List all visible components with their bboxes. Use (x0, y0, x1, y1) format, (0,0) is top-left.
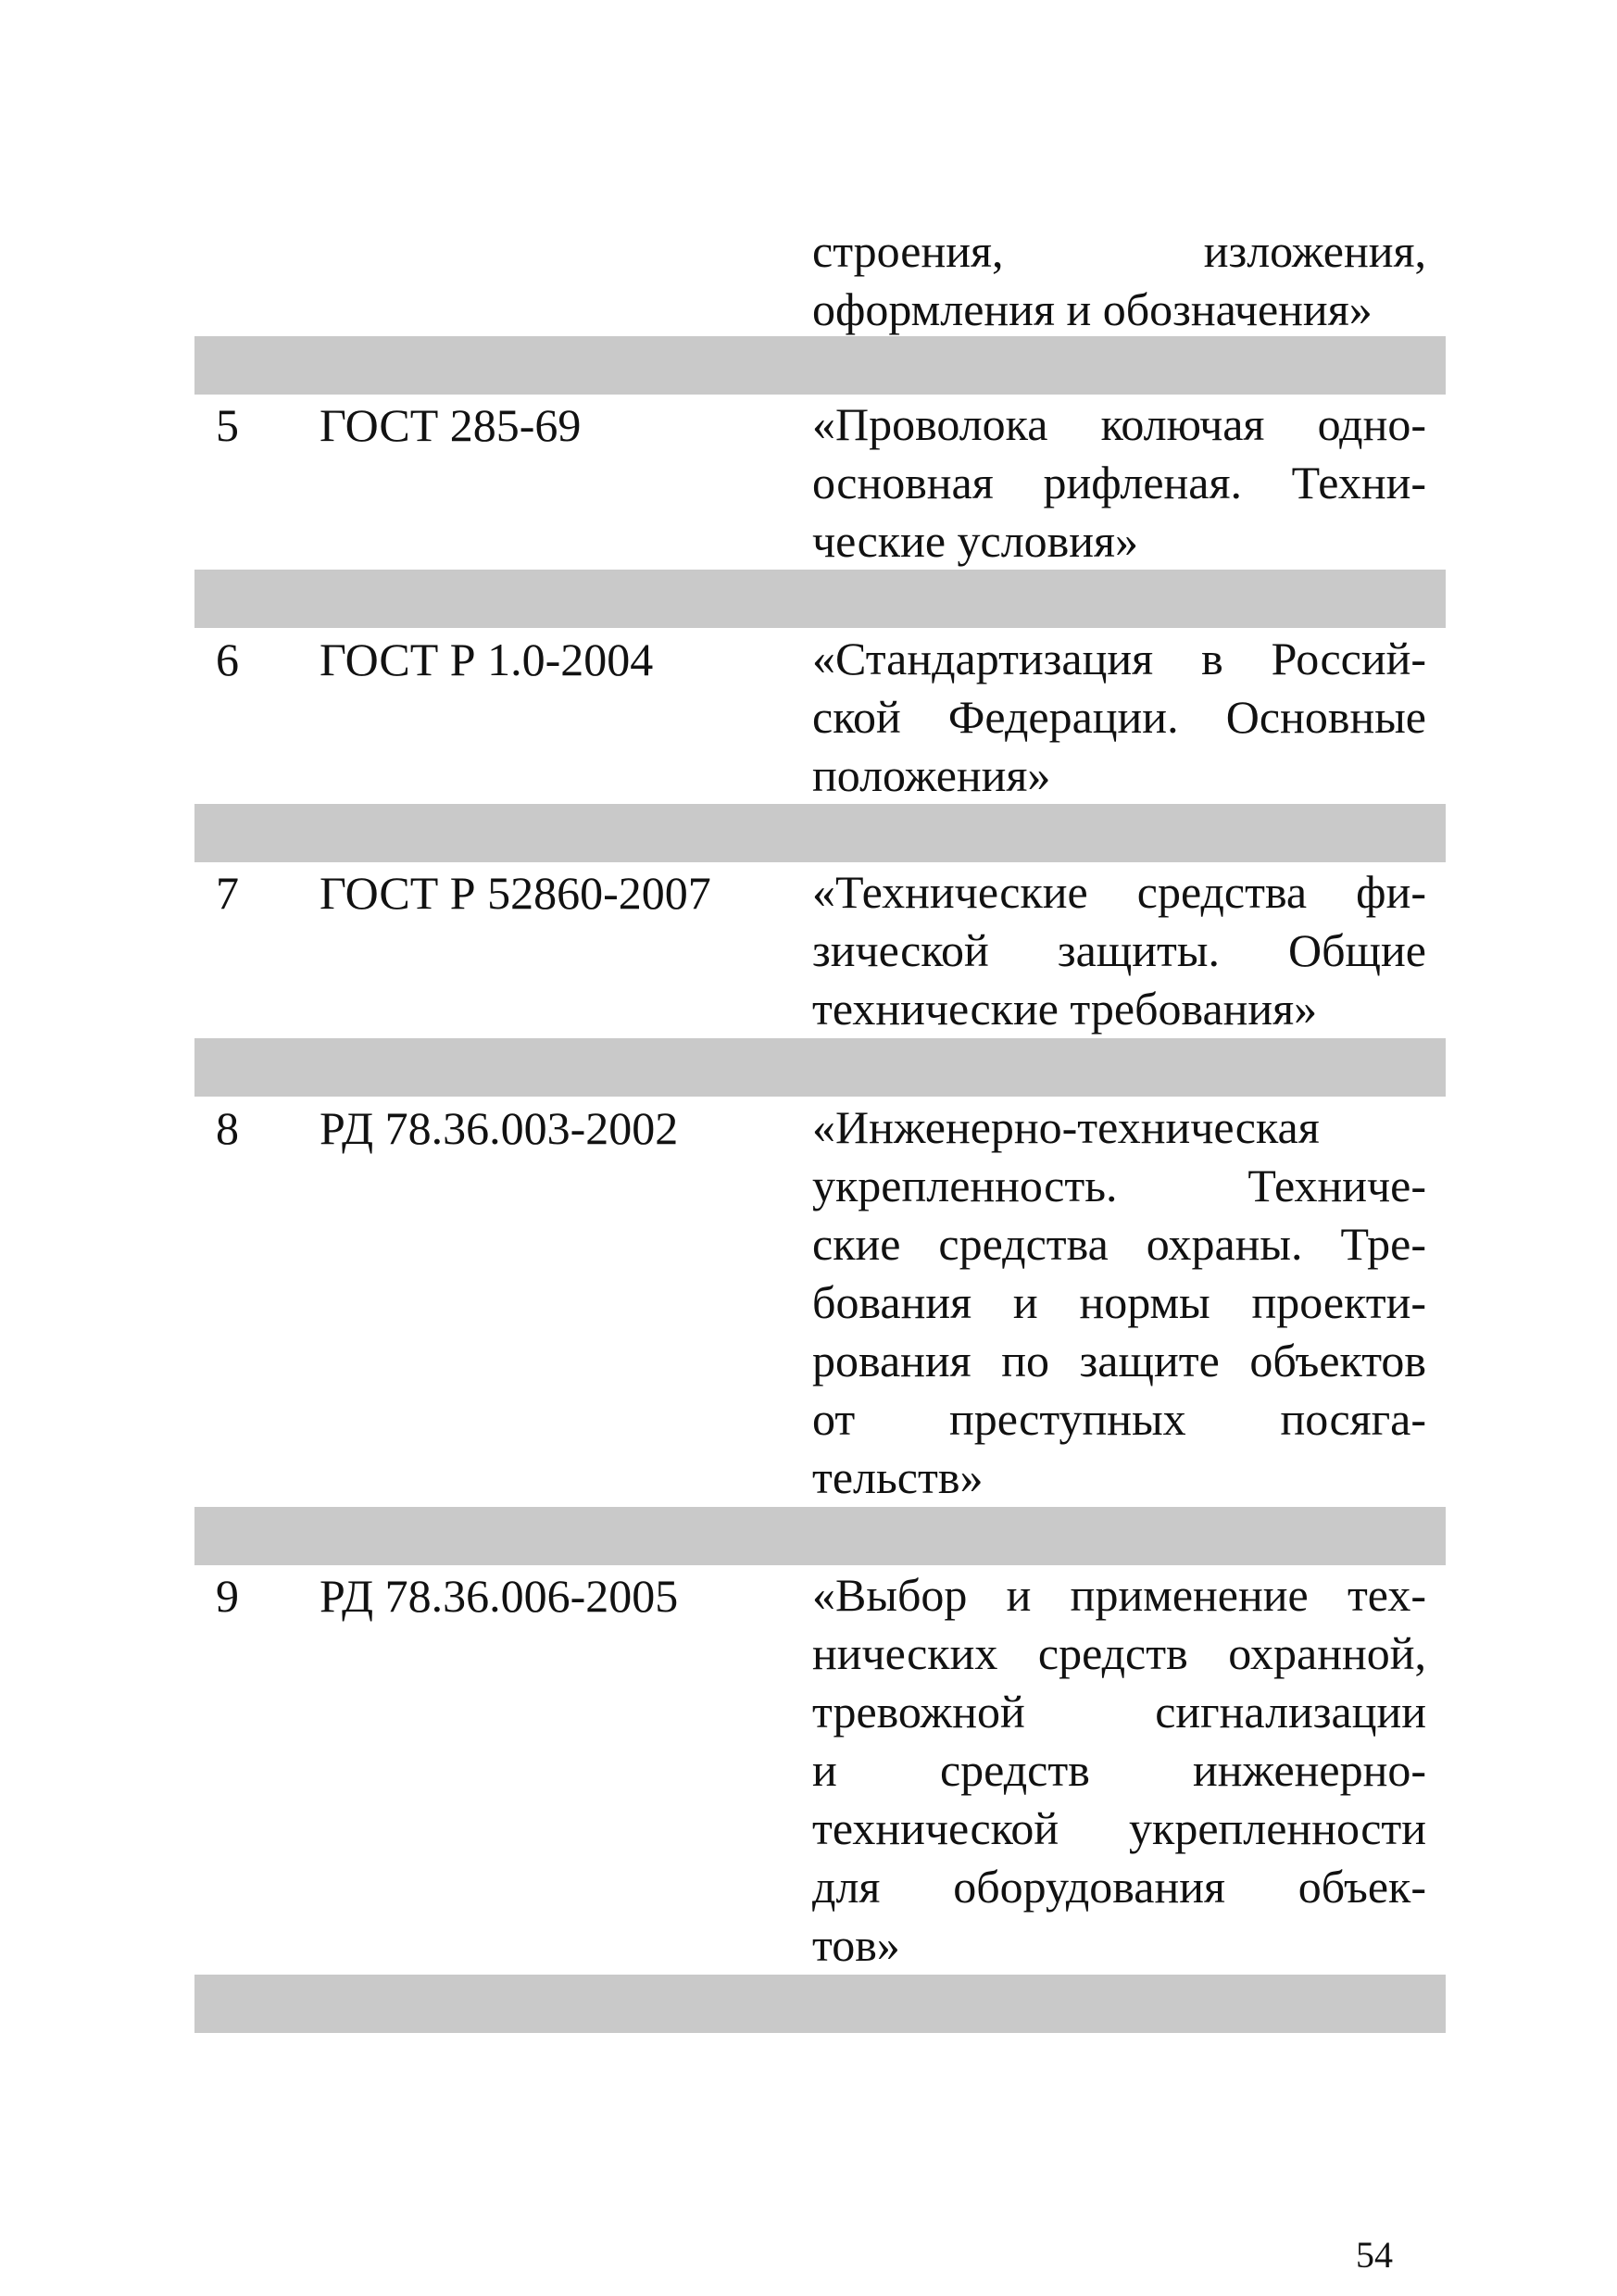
description-line: оформления и обозначения» (812, 283, 1373, 335)
description-line: «Инженерно-техническая (812, 1101, 1320, 1153)
description-line: основная рифленая. Техни- (812, 457, 1426, 508)
description-line: ской Федерации. Основные (812, 691, 1426, 743)
description-line: от преступных посяга- (812, 1393, 1426, 1445)
row-description (812, 222, 1426, 339)
separator-band (194, 1507, 1446, 1565)
row-description (812, 1098, 1426, 1507)
description-line: тревожной сигнализации (812, 1686, 1426, 1738)
description-line: технические требования» (812, 983, 1318, 1035)
description-line: нических средств охранной, (812, 1627, 1426, 1679)
row-number: 9 (216, 1570, 239, 1622)
row-document-code: ГОСТ Р 1.0-2004 (320, 634, 654, 685)
description-line: зической защиты. Общие (812, 924, 1426, 976)
description-line: «Стандартизация в Россий- (812, 633, 1426, 684)
separator-band (194, 336, 1446, 395)
separator-band (194, 570, 1446, 628)
description-line: для оборудования объек- (812, 1861, 1426, 1913)
row-description (812, 395, 1426, 571)
row-number: 6 (216, 634, 239, 685)
description-line: ческие условия» (812, 515, 1139, 567)
description-line: «Проволока колючая одно- (812, 398, 1426, 450)
separator-band (194, 804, 1446, 862)
description-line: тельств» (812, 1451, 984, 1503)
separator-band (194, 1038, 1446, 1097)
description-line: «Технические средства фи- (812, 866, 1426, 918)
description-line: положения» (812, 749, 1051, 801)
row-description (812, 863, 1426, 1038)
separator-band (194, 1975, 1446, 2033)
row-document-code: ГОСТ 285-69 (320, 399, 582, 451)
row-number: 7 (216, 867, 239, 919)
row-document-code: РД 78.36.003-2002 (320, 1102, 679, 1154)
description-line: бования и нормы проекти- (812, 1276, 1426, 1328)
row-document-code: РД 78.36.006-2005 (320, 1570, 679, 1622)
row-document-code: ГОСТ Р 52860-2007 (320, 867, 711, 919)
description-line: «Выбор и применение тех- (812, 1569, 1426, 1621)
description-line: укрепленность. Техниче- (812, 1160, 1426, 1211)
description-line: строения, изложения, (812, 225, 1426, 277)
page-number: 54 (1356, 2234, 1393, 2276)
row-number: 5 (216, 399, 239, 451)
row-number: 8 (216, 1102, 239, 1154)
description-line: ские средства охраны. Тре- (812, 1218, 1426, 1270)
description-line: рования по защите объектов (812, 1335, 1426, 1386)
row-description (812, 630, 1426, 805)
description-line: тов» (812, 1919, 900, 1971)
description-line: и средств инженерно- (812, 1744, 1426, 1796)
description-line: технической укрепленности (812, 1802, 1426, 1854)
row-description (812, 1566, 1426, 1975)
